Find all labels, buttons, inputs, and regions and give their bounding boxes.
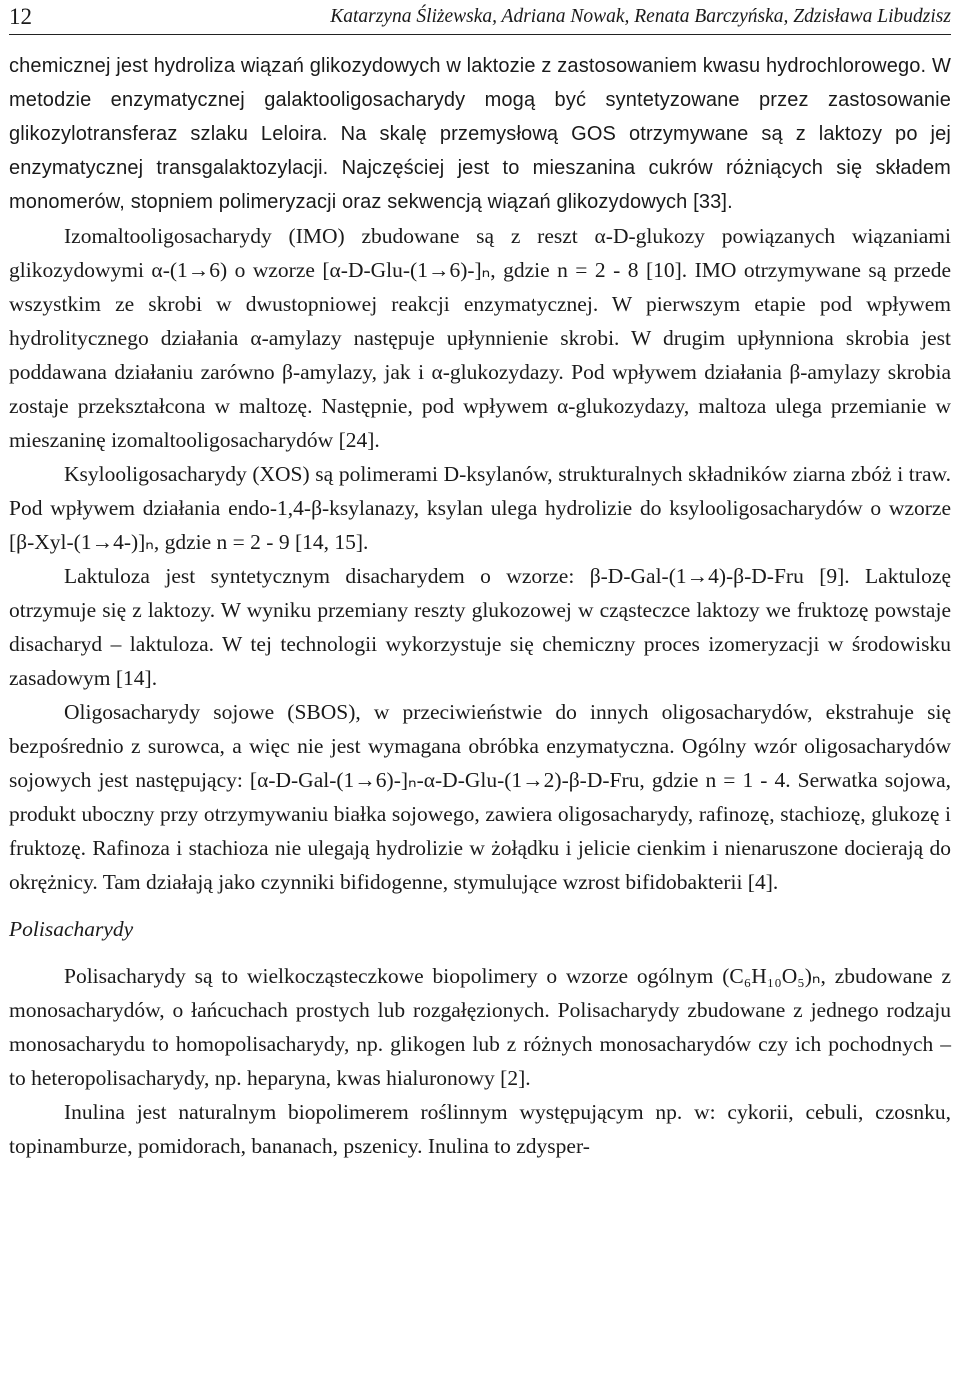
running-head-authors: Katarzyna Śliżewska, Adriana Nowak, Renata Barczyńska, Zdzisława Libudzisz: [330, 6, 951, 27]
running-header: [9, 0, 951, 35]
paragraph-polisacharydy: Polisacharydy są to wielkocząsteczkowe biopolimery o wzorze ogólnym (C₆H₁₀O₅)ₙ, zbudowane z monosacharydów, o łańcuchach prostych lub rozgałęzionych. Polisacharydy zbudowane z jednego rodzaju monosacharydu to homopolisacharydy, np. glikogen lub z różnych monosacharydów czy ich pochodnych – to heteropolisacharydy, np. heparyna, kwas hialuronowy [2].: [9, 964, 951, 1090]
paragraph-xos: Ksylooligosacharydy (XOS) są polimerami D-ksylanów, strukturalnych składników ziarna zbóż i traw. Pod wpływem działania endo-1,4-β-ksylanazy, ksylan ulega hydrolizie do ksylooligosacharydów o wzorze [β-Xyl-(1→4-)]ₙ, gdzie n = 2 - 9 [14, 15].: [9, 462, 951, 554]
paragraph-laktuloza: Laktuloza jest syntetycznym disacharydem o wzorze: β-D-Gal-(1→4)-β-D-Fru [9]. Laktulozę otrzymuje się z laktozy. W wyniku przemiany reszty glukozowej w cząsteczce laktozy we fruktozę powstaje disacharyd – laktuloza. W tej technologii wykorzystuje się chemiczny proces izomeryzacji w środowisku zasadowym [14].: [9, 564, 951, 690]
page-number: 12: [9, 4, 32, 29]
paragraph-gos: chemicznej jest hydroliza wiązań glikozydowych w laktozie z zastosowaniem kwasu hydrochlorowego. W metodzie enzymatycznej galaktooligosacharydy mogą być syntetyzowane przez zastosowanie glikozylotransferaz szlaku Leloira. Na skalę przemysłową GOS otrzymywane są z laktozy po jej enzymatycznej transgalaktozylacji. Najczęściej jest to mieszanina cukrów różniących się składem monomerów, stopniem polimeryzacji oraz sekwencją wiązań glikozydowych [33].: [9, 55, 951, 213]
paragraph-inulina: Inulina jest naturalnym biopolimerem roślinnym występującym np. w: cykorii, cebuli, czosnku, topinamburze, pomidorach, bananach, pszenicy. Inulina to zdysper-: [9, 1100, 951, 1158]
paragraph-imo: Izomaltooligosacharydy (IMO) zbudowane są z reszt α-D-glukozy powiązanych wiązaniami glikozydowymi α-(1→6) o wzorze [α-D-Glu-(1→6)-]ₙ, gdzie n = 2 - 8 [10]. IMO otrzymywane są przede wszystkim ze skrobi w dwustopniowej reakcji enzymatycznej. W pierwszym etapie pod wpływem hydrolitycznego działania α-amylazy następuje upłynnienie skrobi. W drugim upłynniona skrobia jest poddawana działaniu zarówno β-amylazy, jak i α-glukozydazy. Pod wpływem działania β-amylazy skrobia zostaje przekształcona w maltozę. Następnie, pod wpływem α-glukozydazy, maltoza ulega przemianie w mieszaninę izomaltooligosacharydów [24].: [9, 224, 951, 452]
paragraph-sbos: Oligosacharydy sojowe (SBOS), w przeciwieństwie do innych oligosacharydów, ekstrahuje się bezpośrednio z surowca, a więc nie jest wymagana obróbka enzymatyczna. Ogólny wzór oligosacharydów sojowych jest następujący: [α-D-Gal-(1→6)-]ₙ-α-D-Glu-(1→2)-β-D-Fru, gdzie n = 1 - 4. Serwatka sojowa, produkt uboczny przy otrzymywaniu białka sojowego, zawiera oligosacharydy, rafinozę, stachiozę, glukozę i fruktozę. Rafinoza i stachioza nie ulegają hydrolizie w żołądku i jelicie cienkim i nienaruszone docierają do okrężnicy. Tam działają jako czynniki bifidogenne, stymulujące wzrost bifidobakterii [4].: [9, 700, 951, 894]
section-heading-polisacharydy: Polisacharydy: [9, 917, 134, 941]
article-body: [9, 49, 951, 1163]
